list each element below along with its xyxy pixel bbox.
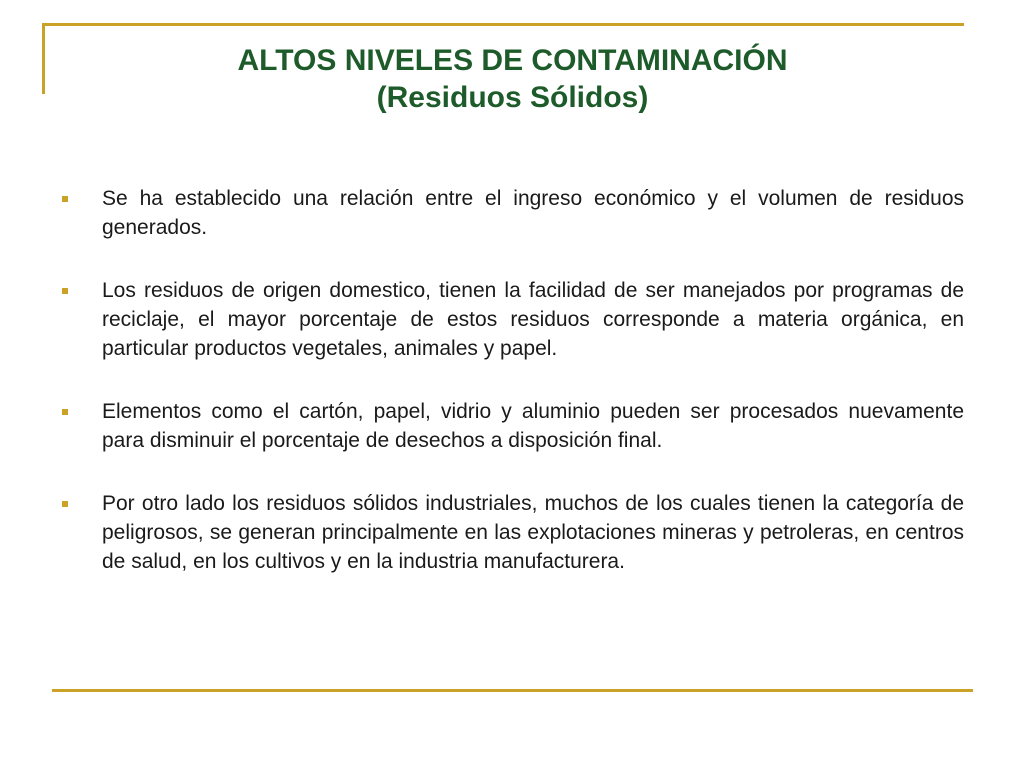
- square-bullet-icon: [62, 196, 68, 202]
- bullet-item-3: [58, 397, 964, 455]
- bullet-text-3: Elementos como el cartón, papel, vidrio y aluminio pueden ser procesados nuevamente para disminuir el porcentaje de desechos a disposición final.: [102, 400, 964, 452]
- left-border-line: [42, 23, 45, 94]
- bullet-text-4: Por otro lado los residuos sólidos industriales, muchos de los cuales tienen la categoría de peligrosos, se generan principalmente en las explotaciones mineras y petroleras, en centros de salud, en los cultivos y en la industria manufacturera.: [102, 492, 964, 573]
- square-bullet-icon: [62, 288, 68, 294]
- bottom-border-line: [52, 689, 973, 692]
- square-bullet-icon: [62, 409, 68, 415]
- title-line-2: (Residuos Sólidos): [376, 81, 649, 114]
- bullet-text-1: Se ha establecido una relación entre el ingreso económico y el volumen de residuos generados.: [102, 187, 964, 239]
- title-line-1: ALTOS NIVELES DE CONTAMINACIÓN: [237, 44, 788, 77]
- bullet-item-4: [58, 489, 964, 576]
- square-bullet-icon: [62, 501, 68, 507]
- bullet-item-1: [58, 184, 964, 242]
- bullet-item-2: [58, 276, 964, 363]
- top-border-line: [42, 23, 964, 26]
- bullet-list: [58, 184, 964, 610]
- slide-title: [60, 42, 965, 116]
- bullet-text-2: Los residuos de origen domestico, tienen la facilidad de ser manejados por programas de reciclaje, el mayor porcentaje de estos residuos corresponde a materia orgánica, en particular productos vegetales, animales y papel.: [102, 279, 964, 360]
